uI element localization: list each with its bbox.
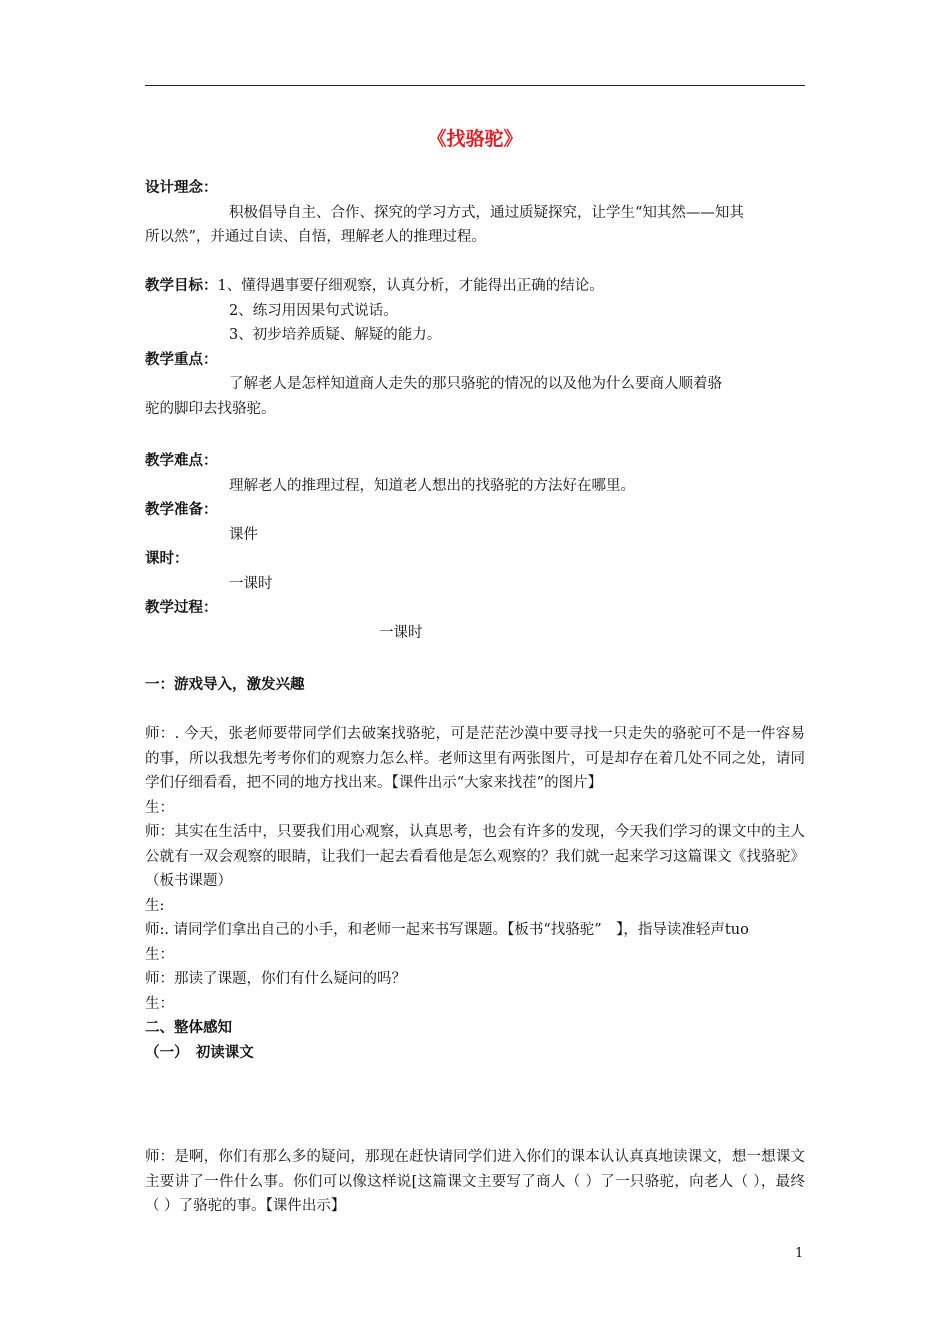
student-line-3: 生： [145, 946, 174, 963]
difficult-text: 理解老人的推理过程，知道老人想出的找骆驼的方法好在哪里。 [229, 477, 635, 494]
student-line-1: 生： [145, 799, 174, 816]
paragraph-2: 师：其实在生活中，只要我们用心观察，认真思考，也会有许多的发现，今天我们学习的课文中的主人公就有一双会观察的眼睛，让我们一起去看看他是怎么观察的？我们就一起来学习这篇课文《找骆驼》（板书课题） [145, 824, 805, 889]
section-2-heading: 二、整体感知 [145, 1019, 232, 1036]
section-1-heading: 一：游戏导入，激发兴趣 [145, 676, 305, 693]
design-text-line-2: 所以然”，并通过自读、自悟，理解老人的推理过程。 [145, 229, 486, 245]
paragraph-5: 师：是啊，你们有那么多的疑问，那现在赶快请同学们进入你们的课本认认真真地读课文，想一想课文主要讲了一件什么事。你们可以像这样说[这篇课文主要写了商人（ ）了一只骆驼，向老人（ ），最终（ ）了骆驼的事。【课件出示】 [145, 1149, 805, 1214]
difficult-label: 教学难点： [145, 452, 218, 469]
lesson-body [145, 722, 805, 1065]
design-label: 设计理念： [145, 179, 218, 196]
design-text-line-1: 积极倡导自主、合作、探究的学习方式，通过质疑探究，让学生“知其然——知其 [229, 204, 744, 221]
paragraph-3: 师:. 请同学们拿出自己的小手，和老师一起来书写课题。【板书“找骆驼” 】，指导读准轻声tuo [145, 922, 749, 938]
subsection-1-heading: （一） 初读课文 [145, 1043, 254, 1061]
goal-item-3: 3、初步培养质疑、解疑的能力。 [229, 327, 442, 343]
paragraph-1: 师：. 今天，张老师要带同学们去破案找骆驼，可是茫茫沙漠中要寻找一只走失的骆驼可不是一件容易的事，所以我想先考考你们的观察力怎么样。老师这里有两张图片，可是却存在着几处不同之处，请同学们仔细看看，把不同的地方找出来。【课件出示“大家来找茬”的图片】 [145, 726, 805, 791]
goal-item-2: 2、练习用因果句式说话。 [229, 302, 398, 319]
process-label: 教学过程： [145, 599, 218, 616]
difficult-section [145, 449, 805, 645]
hours-label: 课时： [145, 550, 189, 567]
key-text-line-1: 了解老人是怎样知道商人走失的那只骆驼的情况的以及他为什么要商人顺着骆 [229, 376, 722, 392]
page-number: 1 [795, 1246, 804, 1261]
goal-item-1: 1、懂得遇事要仔细观察，认真分析，才能得出正确的结论。 [217, 278, 604, 294]
student-line-4: 生： [145, 995, 174, 1012]
key-label: 教学重点： [145, 350, 218, 368]
paragraph-4: 师：那读了课题，你们有什么疑问的吗？ [145, 971, 406, 987]
prep-text: 课件 [229, 526, 258, 543]
goals-label: 教学目标： [145, 277, 218, 294]
process-sub: 一课时 [379, 624, 423, 641]
key-text-line-2: 驼的脚印去找骆驼。 [145, 400, 276, 417]
header-rule [145, 85, 805, 86]
design-section [145, 176, 805, 250]
hours-text: 一课时 [229, 575, 273, 592]
goals-section [145, 274, 805, 421]
student-line-2: 生: [145, 897, 165, 914]
prep-label: 教学准备： [145, 501, 218, 518]
document-title: 《找骆驼》 [427, 128, 523, 150]
